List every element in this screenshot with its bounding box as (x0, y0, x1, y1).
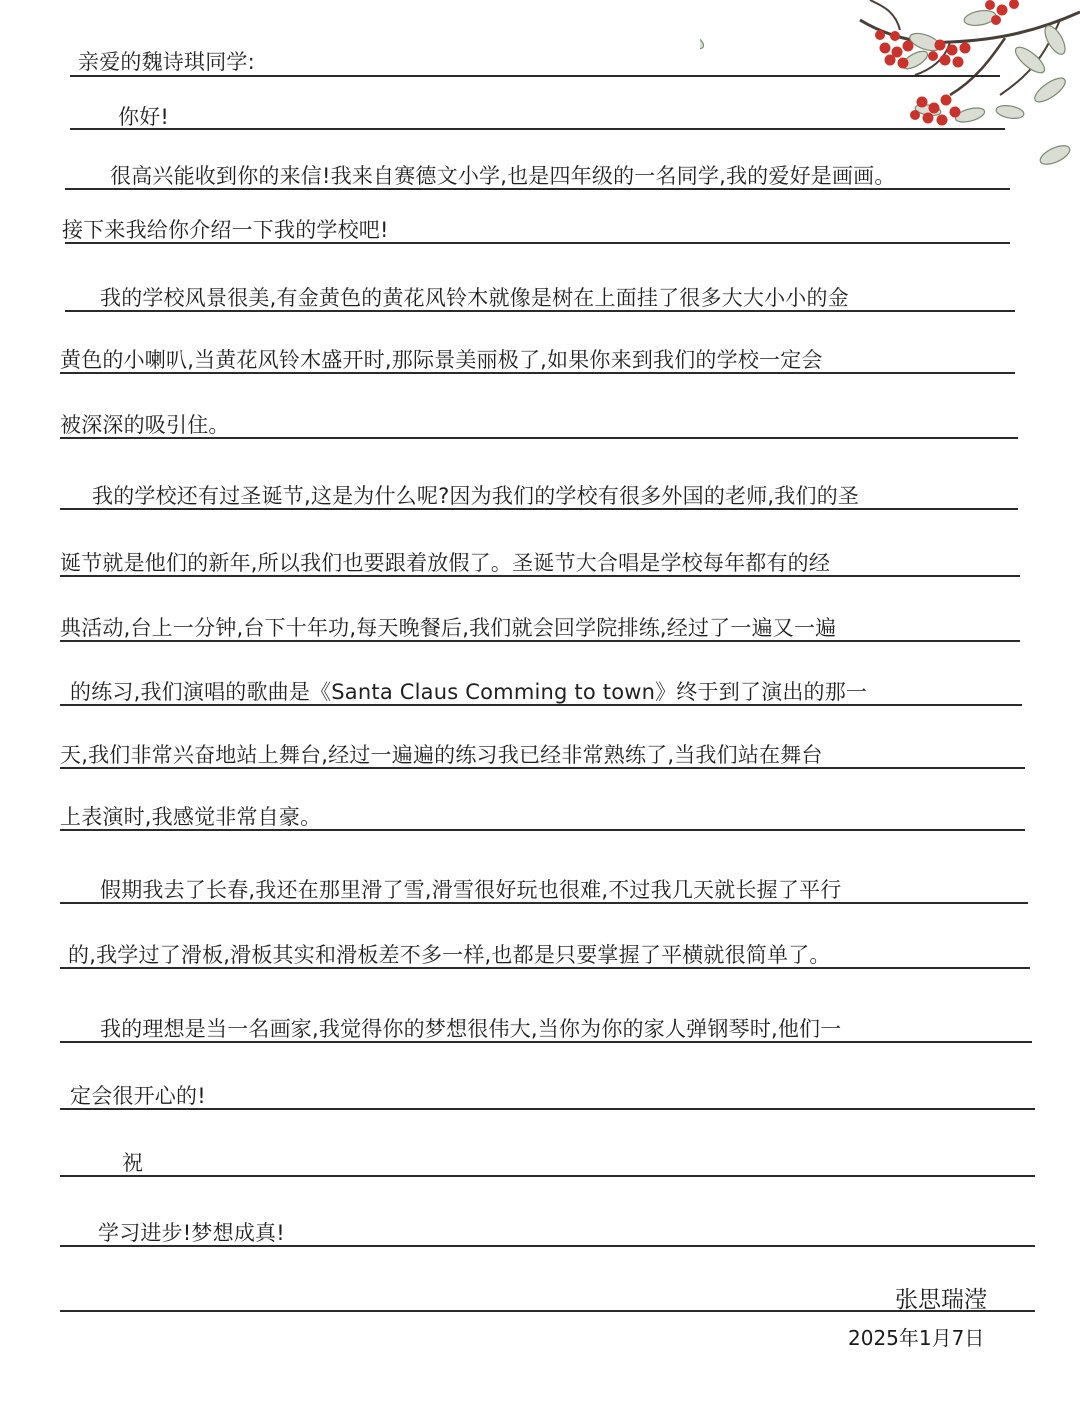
paragraph-line: 接下来我给你介绍一下我的学校吧! (62, 218, 389, 242)
paragraph-line: 的,我学过了滑板,滑板其实和滑板差不多一样,也都是只要掌握了平横就很简单了。 (68, 943, 831, 967)
paragraph-line: 假期我去了长春,我还在那里滑了雪,滑雪很好玩也很难,不过我几天就长握了平行 (100, 878, 842, 902)
rule-line (60, 1108, 1035, 1110)
salutation: 亲爱的魏诗琪同学: (78, 50, 255, 74)
paragraph-line: 上表演时,我感觉非常自豪。 (60, 805, 322, 829)
letter-date: 2025年1月7日 (848, 1326, 985, 1350)
paragraph-line: 黄色的小喇叭,当黄花风铃木盛开时,那际景美丽极了,如果你来到我们的学校一定会 (60, 348, 823, 372)
paragraph-line: 定会很开心的! (70, 1084, 206, 1108)
paragraph-line: 我的学校风景很美,有金黄色的黄花风铃木就像是树在上面挂了很多大大小小的金 (100, 286, 849, 310)
berry-branch-icon (700, 0, 1080, 185)
paragraph-line: 我的理想是当一名画家,我觉得你的梦想很伟大,当你为你的家人弹钢琴时,他们一 (100, 1017, 842, 1041)
rule-line (60, 1310, 1035, 1312)
paragraph-line: 我的学校还有过圣诞节,这是为什么呢?因为我们的学校有很多外国的老师,我们的圣 (92, 484, 860, 508)
paragraph-line: 很高兴能收到你的来信!我来自赛德文小学,也是四年级的一名同学,我的爱好是画画。 (110, 164, 896, 188)
rule-line (60, 1175, 1035, 1177)
paragraph-line: 的练习,我们演唱的歌曲是《Santa Claus Comming to town》终于到了演出的那一 (70, 680, 868, 704)
paragraph-line: 典活动,台上一分钟,台下十年功,每天晚餐后,我们就会回学院排练,经过了一遍又一遍 (60, 616, 837, 640)
paragraph-line: 被深深的吸引住。 (60, 413, 230, 437)
paragraph-line: 诞节就是他们的新年,所以我们也要跟着放假了。圣诞节大合唱是学校每年都有的经 (60, 551, 831, 575)
rule-line (70, 128, 1005, 130)
paragraph-line: 天,我们非常兴奋地站上舞台,经过一遍遍的练习我已经非常熟练了,当我们站在舞台 (60, 743, 823, 767)
closing-blessing: 学习进步!梦想成真! (98, 1221, 285, 1245)
signature: 张思瑞滢 (895, 1287, 987, 1313)
greeting: 你好! (118, 105, 170, 129)
closing-wish: 祝 (122, 1151, 144, 1175)
